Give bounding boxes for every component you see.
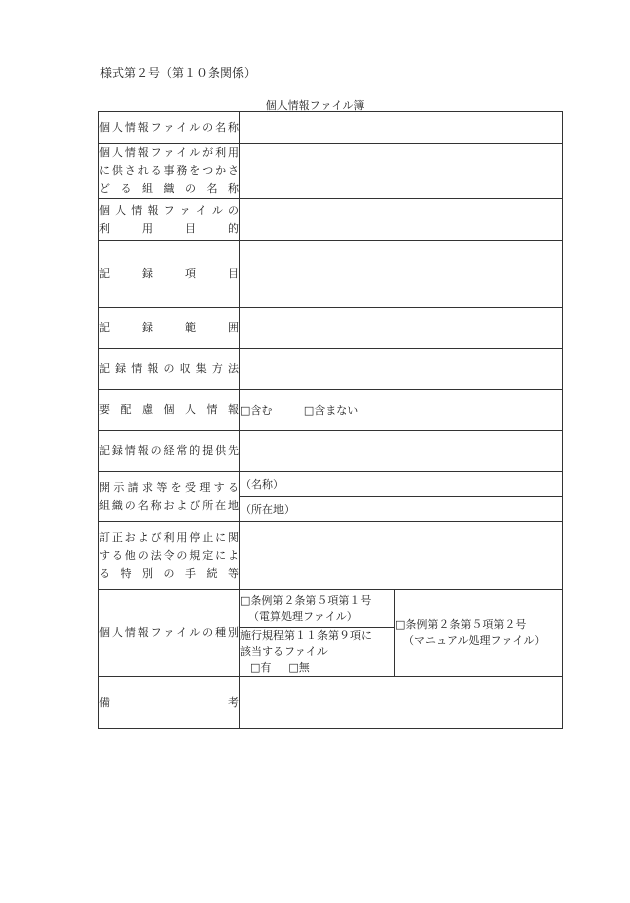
checkbox-manual[interactable]: □条例第２条第５項第２号 — [395, 618, 527, 631]
label-line: 訂正および利用停止に関 — [99, 530, 239, 544]
label-file-name — [99, 112, 240, 144]
row-provision — [99, 431, 563, 472]
type-electronic — [240, 590, 395, 628]
row-range — [99, 308, 563, 349]
label-line: 個人情報ファイルの種別 — [99, 626, 239, 639]
label-line: 記録情報の経常的提供先 — [99, 444, 239, 457]
label-sensitive — [99, 390, 240, 431]
value-purpose[interactable] — [240, 199, 563, 241]
label-line: る 特 別 の 手 続 等 — [99, 566, 239, 580]
label-items — [99, 241, 240, 308]
personal-info-file-register — [98, 111, 563, 729]
label-line: 要 配 慮 個 人 情 報 — [99, 403, 239, 416]
type-manual — [395, 590, 563, 677]
value-org[interactable] — [240, 144, 563, 199]
row-file-name — [99, 112, 563, 144]
disclosure-name-field[interactable] — [240, 472, 563, 497]
label-line: する他の法令の規定によ — [99, 548, 239, 562]
row-disclosure-name — [99, 472, 563, 497]
enforcement-line: 該当するファイル — [240, 645, 328, 658]
checkbox-includes[interactable]: □含む — [240, 404, 273, 417]
label-line: 備 考 — [99, 695, 239, 709]
value-provision[interactable] — [240, 431, 563, 472]
checkbox-no[interactable]: □無 — [288, 661, 310, 674]
row-remarks — [99, 677, 563, 729]
form-number: 様式第２号（第１０条関係） — [100, 66, 257, 80]
type-enforcement — [240, 628, 395, 677]
row-org — [99, 144, 563, 199]
label-line: 組織の名称および所在地 — [99, 498, 239, 512]
value-sensitive — [240, 390, 563, 431]
value-collection[interactable] — [240, 349, 563, 390]
presence-options — [240, 660, 394, 676]
electronic-note: （電算処理ファイル） — [248, 609, 358, 623]
label-org — [99, 144, 240, 199]
value-remarks[interactable] — [240, 677, 563, 729]
label-purpose — [99, 199, 240, 241]
disclosure-location-label: （所在地） — [240, 503, 295, 516]
label-line: 開示請求等を受理する — [99, 480, 239, 494]
enforcement-line: 施行規程第１１条第９項に — [240, 629, 372, 642]
checkbox-yes[interactable]: □有 — [250, 661, 272, 674]
label-line: 記 録 情 報 の 収 集 方 法 — [99, 362, 239, 375]
row-type-a — [99, 590, 563, 628]
row-correction — [99, 522, 563, 590]
label-line: に供される事務をつかさ — [99, 164, 239, 177]
label-provision — [99, 431, 240, 472]
label-collection — [99, 349, 240, 390]
label-remarks — [99, 677, 240, 729]
label-correction — [99, 522, 240, 590]
label-line: 個人情報ファイルの名称 — [99, 120, 239, 134]
row-collection — [99, 349, 563, 390]
row-sensitive — [99, 390, 563, 431]
label-line: ど る 組 織 の 名 称 — [99, 182, 239, 195]
manual-note: （マニュアル処理ファイル） — [403, 634, 546, 647]
value-file-name[interactable] — [240, 112, 563, 144]
label-line: 利 用 目 的 — [99, 221, 239, 235]
label-line: 記 録 範 囲 — [99, 321, 239, 334]
label-line: 記 録 項 目 — [99, 267, 239, 280]
disclosure-location-field[interactable] — [240, 497, 563, 522]
value-correction[interactable] — [240, 522, 563, 590]
checkbox-electronic[interactable]: □条例第２条第５項第１号 — [240, 593, 372, 607]
label-type — [99, 590, 240, 677]
disclosure-name-label: （名称） — [240, 478, 284, 491]
value-items[interactable] — [240, 241, 563, 308]
form-title: 個人情報ファイル簿 — [265, 99, 365, 112]
label-line: 個人情報ファイルが利用 — [99, 146, 239, 159]
label-line: 個人情報ファイルの — [99, 203, 239, 217]
row-purpose — [99, 199, 563, 241]
row-items — [99, 241, 563, 308]
label-disclosure — [99, 472, 240, 522]
value-range[interactable] — [240, 308, 563, 349]
checkbox-excludes[interactable]: □含まない — [303, 404, 359, 417]
label-range — [99, 308, 240, 349]
